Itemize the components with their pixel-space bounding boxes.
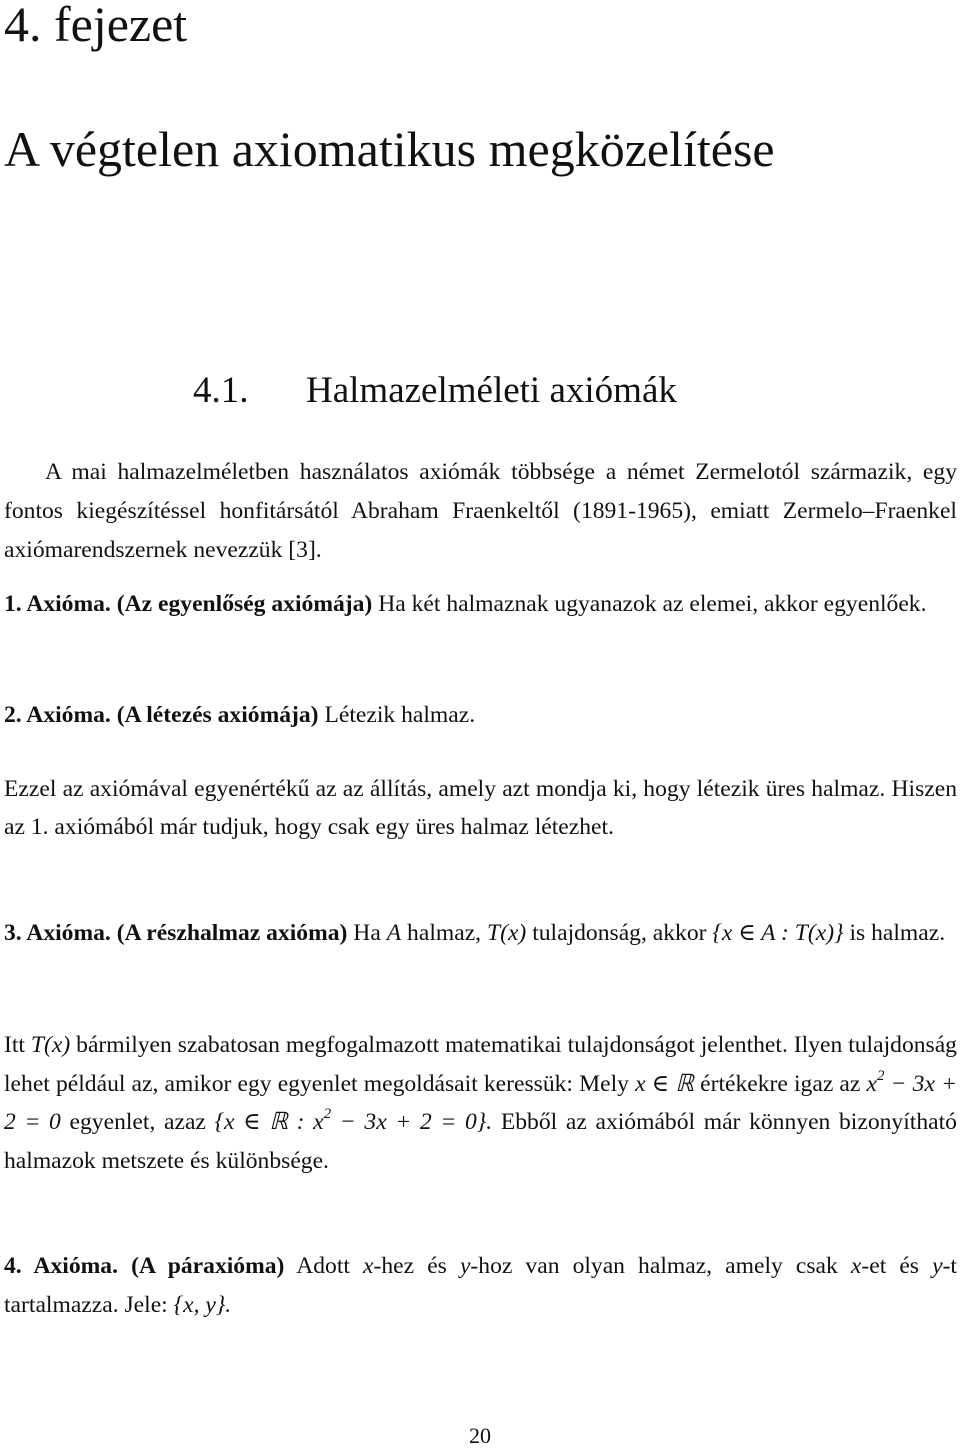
chapter-title: A végtelen axiomatikus megközelítése <box>4 121 775 177</box>
axiom-4-math-set: {x, y}. <box>173 1292 232 1318</box>
axiom-4-text-2: -hez és <box>373 1253 447 1279</box>
section-number: 4.1. <box>193 370 249 411</box>
note3-text-1: Itt <box>4 1032 25 1058</box>
equation-rest: − 3x + 2 = 0 <box>4 1070 958 1135</box>
set-rest: − 3x + 2 = 0}. <box>331 1109 493 1135</box>
axiom-3-text-3: tulajdonság, akkor <box>532 920 707 946</box>
axiom-3-math-a: A <box>386 920 402 946</box>
axiom-1-label: 1. Axióma. <box>4 591 111 617</box>
note3-math-tx: T(x) <box>30 1032 71 1058</box>
axiom-4-math-x: x <box>363 1253 374 1279</box>
note3-text-4: egyenlet, azaz <box>69 1109 206 1135</box>
section-title: Halmazelméleti axiómák <box>306 370 677 411</box>
axiom-2-label: 2. Axióma. <box>4 702 111 728</box>
axiom-2 <box>4 696 957 735</box>
intro-paragraph: A mai halmazelméletben használatos axiómák többsége a német Zermelotól származik, egy fontos kiegészítéssel honfitársától Abraham Fraenkeltől (1891-1965), emiatt Zermelo–Fraenkel axiómarendszernek nevezzük [3]. <box>4 459 957 563</box>
note3-math-x-in-r: x ∈ ℝ <box>635 1070 694 1097</box>
axiom-4-label: 4. Axióma. <box>4 1253 119 1279</box>
note3-math-solution-set <box>214 1106 493 1135</box>
axiom-3-math-tx: T(x) <box>486 920 527 946</box>
axiom-3-text-2: halmaz, <box>407 920 482 946</box>
page-number: 20 <box>469 1423 491 1448</box>
equation-exponent: 2 <box>877 1067 885 1084</box>
axiom-4-math-x2: x <box>850 1253 862 1279</box>
chapter-label: 4. fejezet <box>4 0 188 52</box>
axiom-1-text: Ha két halmaznak ugyanazok az elemei, akkor egyenlőek. <box>378 591 927 617</box>
equation-base: x <box>866 1070 877 1097</box>
axiom-3-note <box>4 1026 957 1180</box>
axiom-4-math-y: y <box>459 1253 471 1279</box>
axiom-2-text: Létezik halmaz. <box>324 702 476 728</box>
note3-text-5: Ebből az axiómából már könnyen bizonyítható halmazok metszete és különbsége. <box>4 1109 957 1174</box>
axiom-3-label: 3. Axióma. <box>4 920 111 946</box>
axiom-4-text-4: -et és <box>861 1253 919 1279</box>
set-exponent: 2 <box>323 1106 332 1123</box>
axiom-4-text-5: -t tartalmazza. Jele: <box>4 1253 957 1318</box>
axiom-4-name: (A páraxióma) <box>131 1253 285 1279</box>
axiom-1 <box>4 585 957 624</box>
axiom-4-text-1: Adott <box>296 1253 350 1279</box>
section-heading <box>193 369 677 412</box>
note3-text-3: értékekre igaz az <box>700 1070 861 1097</box>
axiom-3-math-set: {x ∈ A : T(x)} <box>712 920 844 946</box>
axiom-4 <box>4 1247 957 1325</box>
axiom-3-text-1: Ha <box>353 920 381 946</box>
note3-text-2: bármilyen szabatosan megfogalmazott matematikai tulajdonságot jelenthet. Ilyen tulajdonság lehet például az, amikor egy egyenlet megoldásait keressük: Mely <box>4 1032 957 1097</box>
set-start: {x ∈ ℝ : x <box>214 1109 324 1135</box>
axiom-2-note: Ezzel az axiómával egyenértékű az az állítás, amely azt mondja ki, hogy létezik üres halmaz. Hiszen az 1. axiómából már tudjuk, hogy csak egy üres halmaz létezhet. <box>4 776 957 840</box>
axiom-4-text-3: -hoz van olyan halmaz, amely csak <box>470 1253 838 1279</box>
axiom-4-math-y2: y <box>932 1253 943 1279</box>
axiom-1-name: (Az egyenlőség axiómája) <box>116 591 373 617</box>
axiom-3-text-4: is halmaz. <box>849 920 946 946</box>
axiom-3-name: (A részhalmaz axióma) <box>116 920 348 946</box>
axiom-3 <box>4 914 957 953</box>
axiom-2-name: (A létezés axiómája) <box>116 702 319 728</box>
